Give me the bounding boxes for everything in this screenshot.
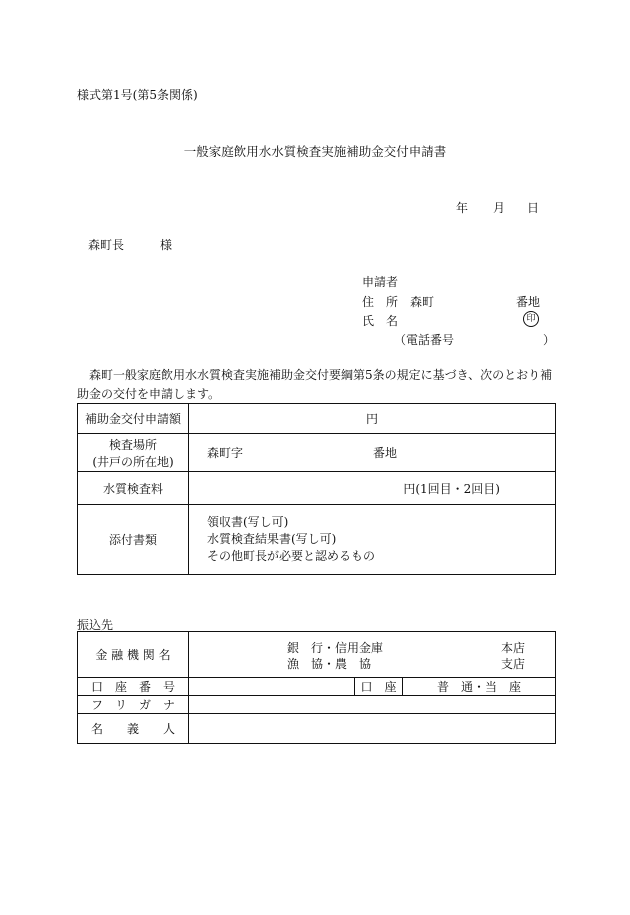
name-label: 氏 名: [362, 314, 399, 328]
fee-value: 円(1回目・2回目): [189, 472, 556, 505]
branch-1: 本店: [500, 640, 525, 655]
date-day: 日: [527, 201, 540, 215]
furigana-value: [189, 696, 556, 714]
form-number: 様式第1号(第5条関係): [77, 88, 198, 102]
holder-label: 名 義 人: [78, 714, 189, 744]
location-suffix: 番地: [373, 446, 398, 460]
holder-row: [78, 714, 556, 744]
account-label: 口 座: [355, 678, 403, 696]
seal-mark: 印: [523, 311, 539, 327]
application-table: [77, 403, 556, 575]
document-title: 一般家庭飲用水水質検査実施補助金交付申請書: [183, 144, 447, 159]
fee-row: [78, 472, 556, 505]
attachment-item: 領収書(写し可): [207, 515, 289, 529]
amount-label: 補助金交付申請額: [78, 404, 189, 434]
location-label-line1: 検査場所: [108, 437, 157, 452]
address-label: 住 所: [362, 295, 399, 309]
bank-types-2: 漁 協・農 協: [287, 656, 372, 671]
account-number-value: [189, 678, 355, 696]
applicant-heading: 申請者: [362, 275, 399, 289]
phone-close: ）: [543, 333, 556, 347]
account-types: 普 通・当 座: [403, 678, 556, 696]
application-statement: [77, 366, 557, 404]
location-prefix: 森町字: [207, 446, 244, 460]
attachments-label: 添付書類: [78, 505, 189, 575]
institution-row: [78, 632, 556, 678]
holder-value: [189, 714, 556, 744]
fee-label: 水質検査料: [78, 472, 189, 505]
bank-heading: 振込先: [77, 618, 114, 632]
amount-row: [78, 404, 556, 434]
furigana-row: [78, 696, 556, 714]
addressee: [88, 236, 172, 253]
institution-value: [189, 632, 556, 678]
location-label-line2: (井戸の所在地): [92, 454, 174, 469]
attachments-list: [189, 505, 556, 575]
addressee-name: 森町長: [88, 238, 125, 252]
institution-label: 金 融 機 関 名: [78, 632, 189, 678]
address-town: 森町: [410, 295, 435, 309]
attachment-item: その他町長が必要と認めるもの: [207, 549, 376, 563]
statement-text: 森町一般家庭飲用水水質検査実施補助金交付要綱第5条の規定に基づき、次のとおり補助金の交付を申請します。: [77, 368, 553, 401]
amount-unit: 円: [189, 404, 556, 434]
attachment-item: 水質検査結果書(写し可): [207, 532, 337, 546]
bank-types-1: 銀 行・信用金庫: [287, 640, 384, 655]
account-number-label: 口 座 番 号: [78, 678, 189, 696]
date-year: 年: [456, 201, 469, 215]
address-suffix: 番地: [516, 295, 541, 309]
phone-open: （電話番号: [394, 333, 455, 347]
attachments-row: [78, 505, 556, 575]
branch-2: 支店: [500, 656, 525, 671]
date-month: 月: [493, 201, 506, 215]
furigana-label: フ リ ガ ナ: [78, 696, 189, 714]
account-row: [78, 678, 556, 696]
location-row: [78, 434, 556, 472]
location-label: [78, 434, 189, 472]
location-value: [189, 434, 556, 472]
addressee-honorific: 様: [160, 238, 173, 252]
bank-table: [77, 631, 556, 744]
